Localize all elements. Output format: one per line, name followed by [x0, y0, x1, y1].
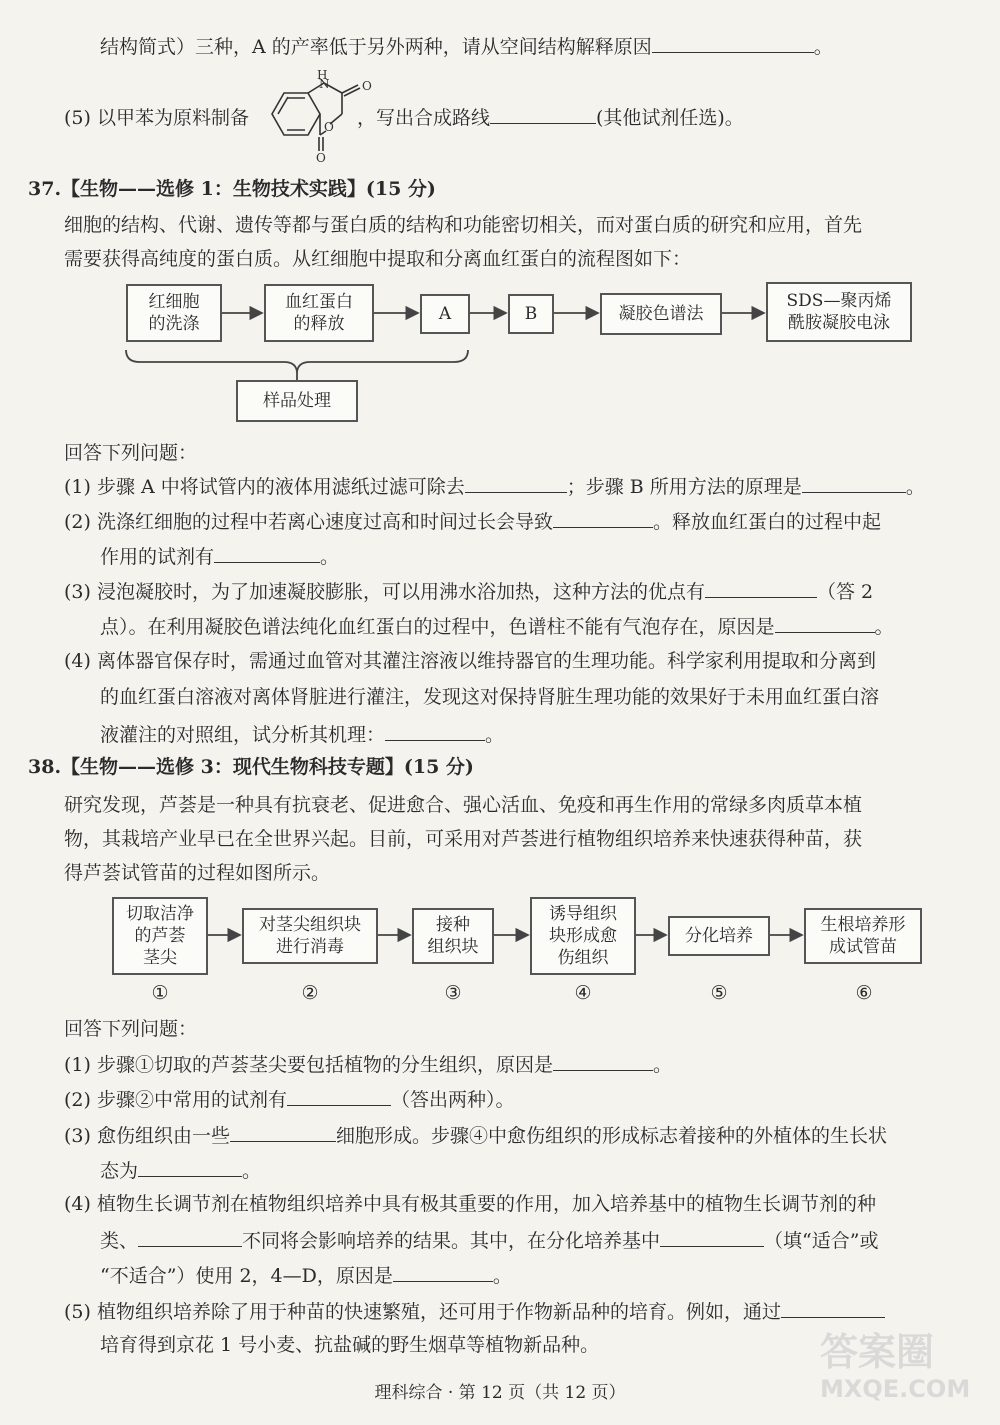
answer-blank[interactable]	[465, 472, 567, 493]
watermark-logo: 答案圈 MXQE.COM	[820, 1330, 971, 1403]
q37-part-4: (4) 离体器官保存时，需通过血管对其灌注溶液以维持器官的生理功能。科学家利用提取和分离到	[64, 650, 876, 672]
step-number-6: ⑥	[855, 982, 873, 1004]
answer-blank[interactable]	[775, 612, 875, 633]
answer-blank[interactable]	[781, 1297, 885, 1318]
answer-blank[interactable]	[393, 1261, 493, 1282]
q38-flow-box-6: 生根培养形 成试管苗	[804, 908, 922, 964]
q37-answer-prompt: 回答下列问题：	[64, 442, 198, 464]
step-number-3: ③	[444, 982, 462, 1004]
q38-intro-3: 得芦荟试管苗的过程如图所示。	[64, 862, 331, 884]
answer-blank[interactable]	[230, 1121, 336, 1142]
svg-text:O: O	[316, 151, 326, 164]
q37-flow-box-B: B	[508, 294, 554, 334]
q38-part-5-cont: 培育得到京花 1 号小麦、抗盐碱的野生烟草等植物新品种。	[100, 1334, 600, 1356]
q37-flow-box-5: 凝胶色谱法	[600, 293, 722, 335]
answer-blank[interactable]	[385, 720, 485, 741]
q37-part-2: (2) 洗涤红细胞的过程中若离心速度过高和时间过长会导致 。释放血红蛋白的过程中起	[64, 507, 974, 535]
step-number-1: ①	[151, 982, 169, 1004]
q38-flow-box-1: 切取洁净 的芦荟 茎尖	[112, 897, 208, 975]
q38-intro-1: 研究发现，芦荟是一种具有抗衰老、促进愈合、强心活血、免疫和再生作用的常绿多肉质草本植	[64, 794, 863, 816]
q38-part-4: (4) 植物生长调节剂在植物组织培养中具有极其重要的作用，加入培养基中的植物生长调节剂的种	[64, 1193, 876, 1215]
q38-part-1: (1) 步骤①切取的芦荟茎尖要包括植物的分生组织，原因是 。	[64, 1050, 974, 1078]
step-number-5: ⑤	[710, 982, 728, 1004]
q37-flow-box-6: SDS—聚丙烯 酰胺凝胶电泳	[766, 282, 912, 342]
q37-flow-group-box: 样品处理	[236, 380, 358, 422]
answer-blank[interactable]	[214, 542, 320, 563]
q37-flow-box-2: 血红蛋白 的释放	[264, 284, 374, 342]
q37-flow-box-1: 红细胞 的洗涤	[126, 284, 222, 342]
svg-text:H: H	[317, 68, 328, 82]
prev-question-end: 。	[813, 36, 833, 58]
q38-part-4-line2: 类、 不同将会影响培养的结果。其中，在分化培养基中 （填“适合”或	[100, 1226, 974, 1254]
page-footer: 理科综合 · 第 12 页（共 12 页）	[374, 1383, 626, 1403]
q37-intro-2: 需要获得高纯度的蛋白质。从红细胞中提取和分离血红蛋白的流程图如下：	[64, 248, 692, 270]
answer-blank[interactable]	[553, 1050, 653, 1071]
q38-flow-box-2: 对茎尖组织块 进行消毒	[242, 908, 378, 964]
q38-flow-box-4: 诱导组织 块形成愈 伤组织	[530, 897, 636, 975]
q5-suffix: ，写出合成路线	[356, 107, 490, 129]
q5-prefix: (5) 以甲苯为原料制备	[64, 107, 249, 129]
q37-intro-1: 细胞的结构、代谢、遗传等都与蛋白质的结构和功能密切相关，而对蛋白质的研究和应用，首先	[64, 214, 863, 236]
q38-part-2: (2) 步骤②中常用的试剂有 （答出两种）。	[64, 1085, 974, 1113]
answer-blank[interactable]	[138, 1156, 242, 1177]
q5-end: (其他试剂任选)。	[595, 107, 744, 129]
q37-part-1: (1) 步骤 A 中将试管内的液体用滤纸过滤可除去 ；步骤 B 所用方法的原理是 。	[64, 472, 974, 500]
q38-part-3: (3) 愈伤组织由一些 细胞形成。步骤④中愈伤组织的形成标志着接种的外植体的生长状	[64, 1121, 974, 1149]
step-number-2: ②	[301, 982, 319, 1004]
answer-blank[interactable]	[660, 1226, 764, 1247]
svg-text:N: N	[319, 77, 330, 91]
answer-blank[interactable]	[705, 577, 817, 598]
step-number-4: ④	[574, 982, 592, 1004]
q38-part-3-cont: 态为 。	[100, 1156, 974, 1184]
q38-intro-2: 物，其栽培产业早已在全世界兴起。目前，可采用对芦荟进行植物组织培养来快速获得种苗，获	[64, 828, 863, 850]
q37-part-3-cont: 点）。在利用凝胶色谱法纯化血红蛋白的过程中，色谱柱不能有气泡存在，原因是 。	[100, 612, 974, 640]
q37-part-4-line3: 液灌注的对照组，试分析其机理： 。	[100, 720, 974, 748]
q38-answer-prompt: 回答下列问题：	[64, 1018, 198, 1040]
q38-part-4-line3: “不适合”）使用 2，4—D，原因是 。	[100, 1261, 974, 1289]
q38-flow-box-5: 分化培养	[668, 916, 770, 956]
q37-part-3: (3) 浸泡凝胶时，为了加速凝胶膨胀，可以用沸水浴加热，这种方法的优点有 （答 2	[64, 577, 974, 605]
q38-flow-box-3: 接种 组织块	[412, 908, 494, 964]
q37-title: 37.【生物——选修 1：生物技术实践】(15 分)	[28, 178, 436, 200]
svg-text:O: O	[362, 79, 372, 93]
q38-part-5: (5) 植物组织培养除了用于种苗的快速繁殖，还可用于作物新品种的培育。例如，通过	[64, 1297, 974, 1325]
answer-blank[interactable]	[553, 507, 653, 528]
q37-part-4-line2: 的血红蛋白溶液对离体肾脏进行灌注，发现这对保持肾脏生理功能的效果好于未用血红蛋白溶	[100, 686, 880, 708]
answer-blank[interactable]	[287, 1085, 391, 1106]
q38-title: 38.【生物——选修 3：现代生物科技专题】(15 分)	[28, 756, 474, 778]
prev-question-text: 结构简式）三种，A 的产率低于另外两种，请从空间结构解释原因	[100, 36, 652, 58]
svg-text:O: O	[324, 120, 334, 134]
q37-part-2-cont: 作用的试剂有 。	[100, 542, 974, 570]
q37-flow-box-A: A	[420, 294, 470, 334]
answer-blank[interactable]	[802, 472, 906, 493]
answer-blank[interactable]	[138, 1226, 242, 1247]
